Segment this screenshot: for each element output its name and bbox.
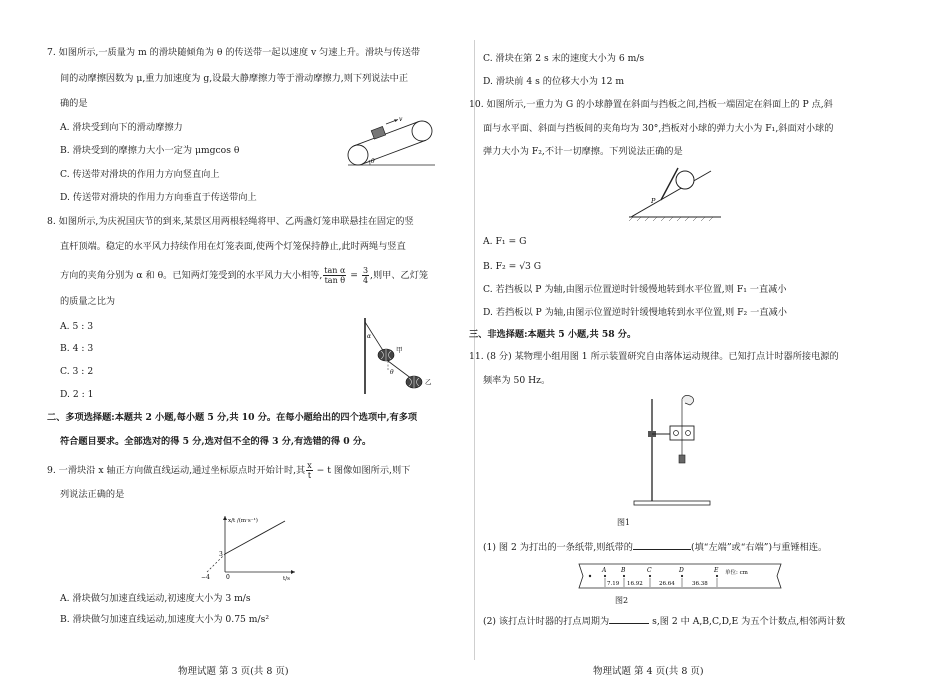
q10-stem-line-1: 10. 如图所示,一重力为 G 的小球静置在斜面与挡板之间,挡板一端固定在斜面上的 P 点,斜 [469, 99, 833, 110]
pulley-right [412, 121, 432, 141]
q10-option-b: B. F₂ = √3 G [483, 261, 542, 272]
graph-origin-label: 0 [226, 574, 230, 581]
q10-option-a: A. F₁ = G [483, 236, 527, 247]
q9-option-b: B. 滑块做匀加速直线运动,加速度大小为 0.75 m/s² [60, 614, 270, 625]
alpha-label: α [367, 333, 372, 340]
q7-option-c: C. 传送带对滑块的作用力方向竖直向上 [60, 169, 220, 180]
q11-sub2-answer-blank[interactable] [609, 614, 649, 624]
q8-stem-line-1: 8. 如图所示,为庆祝国庆节的到来,某景区用两根轻绳将甲、乙两盏灯笼串联悬挂在固定的竖 [47, 216, 414, 227]
q10-option-c: C. 若挡板以 P 为轴,由图示位置逆时针缓慢地转到水平位置,则 F₁ 一直减小 [483, 284, 787, 295]
q9-fraction [306, 461, 313, 480]
q8-frac2-den: 4 [362, 276, 369, 285]
tape-dist-bc: 16.92 [627, 581, 643, 587]
q11-sub2-pre: (2) 该打点计时器的打点周期为 [483, 616, 610, 627]
heavy-hammer [679, 455, 685, 463]
q7-option-a: A. 滑块受到向下的滑动摩擦力 [60, 122, 183, 133]
q11-sub2 [483, 614, 845, 628]
tape-dist-de: 36.38 [692, 581, 708, 587]
q10-incline-figure [623, 160, 723, 225]
q10-stem-line-3: 弹力大小为 F₂,不计一切摩擦。下列说法正确的是 [483, 146, 683, 157]
yi-label: 乙 [425, 378, 432, 386]
left-footer: 物理试题 第 3 页(共 8 页) [178, 666, 289, 677]
q8-option-c: C. 3 : 2 [60, 366, 94, 377]
apparatus-base [634, 501, 710, 505]
fig1-caption: 图1 [617, 518, 631, 527]
q9-frac-den: t [307, 471, 312, 480]
q9-line1-post: − t 图像如图所示,则下 [313, 465, 411, 476]
section3-heading: 三、非选择题:本题共 5 小题,共 58 分。 [469, 329, 637, 340]
q8-fraction-tan [323, 266, 346, 285]
q9-option-c: C. 滑块在第 2 s 末的速度大小为 6 m/s [483, 53, 645, 64]
q9-option-d: D. 滑块前 4 s 的位移大小为 12 m [483, 76, 625, 87]
q11-sub1 [483, 540, 827, 554]
q7-option-d: D. 传送带对滑块的作用力方向垂直于传送带向上 [60, 192, 257, 203]
velocity-label: v [399, 116, 403, 123]
q11-sub2-post: s,图 2 中 A,B,C,D,E 为五个计数点,相邻两计数 [649, 616, 846, 627]
q11-sub1-answer-blank[interactable] [633, 540, 691, 550]
tape-dist-cd: 26.64 [659, 581, 675, 587]
tape-dist-ab: 7.19 [607, 581, 620, 587]
q8-frac1-den: tan θ [324, 276, 346, 285]
q9-frac-num: x [307, 461, 312, 470]
ball [676, 171, 694, 189]
q11-apparatus-figure [630, 393, 720, 513]
q10-stem-line-2: 面与水平面、斜面与挡板间的夹角均为 30°,挡板对小球的弹力大小为 F₁,斜面对小球的 [483, 123, 834, 134]
graph-line [225, 521, 285, 554]
q7-conveyor-figure [340, 113, 440, 173]
tape-point-e: E [714, 567, 719, 574]
q8-fraction-ratio [362, 266, 369, 285]
q9-option-a: A. 滑块做匀加速直线运动,初速度大小为 3 m/s [60, 593, 251, 604]
incline-surface [631, 171, 711, 217]
angle-label: θ [371, 158, 375, 165]
graph-intercept-label: 3 [219, 551, 223, 558]
q11-stem-line-2: 频率为 50 Hz。 [483, 375, 551, 386]
tape-unit-label: 单位: cm [725, 570, 748, 576]
theta-label: θ [390, 369, 394, 376]
q8-stem-line-4: 的质量之比为 [60, 296, 116, 307]
pivot-p-label: P [651, 197, 656, 205]
tape-point-b: B [621, 567, 626, 574]
q8-option-d: D. 2 : 1 [60, 389, 94, 400]
jia-label: 甲 [396, 346, 403, 354]
q11-paper-tape-figure [575, 558, 785, 592]
q8-frac2-num: 3 [362, 266, 369, 275]
pulley-left [348, 145, 368, 165]
graph-xint-label: −4 [201, 574, 210, 581]
q8-line3-pre: 方向的夹角分别为 α 和 θ。已知两灯笼受到的水平风力大小相等, [60, 270, 323, 281]
q8-option-b: B. 4 : 3 [60, 343, 94, 354]
tape-point-a: A [602, 567, 607, 574]
q11-stem-line-1: 11. (8 分) 某物理小组用图 1 所示装置研究自由落体运动规律。已知打点计时器所接电源的 [469, 351, 839, 362]
q8-frac1-num: tan α [324, 266, 346, 275]
q8-lantern-figure [352, 316, 442, 396]
fig2-caption: 图2 [615, 596, 629, 605]
right-page [469, 0, 950, 688]
section2-heading-line-1: 二、多项选择题:本题共 2 小题,每小题 5 分,共 10 分。在每小题给出的四个选项中,有多项 [47, 412, 418, 423]
q9-graph-figure [195, 510, 305, 585]
q8-option-a: A. 5 : 3 [60, 321, 94, 332]
q8-equals: = [347, 270, 361, 281]
slider-block [371, 126, 385, 139]
q8-line3-post: ,则甲、乙灯笼 [370, 270, 429, 281]
section2-heading-line-2: 符合题目要求。全部选对的得 5 分,选对但不全的得 3 分,有选错的得 0 分。 [60, 436, 372, 447]
right-footer: 物理试题 第 4 页(共 8 页) [593, 666, 704, 677]
tape-point-c: C [647, 567, 652, 574]
q11-sub1-post: (填“左端”或“右端”)与重锤相连。 [690, 542, 828, 553]
lantern-jia [378, 349, 394, 361]
q9-stem-line-2: 列说法正确的是 [60, 489, 125, 500]
hand-icon [682, 395, 694, 405]
q10-option-d: D. 若挡板以 P 为轴,由图示位置逆时针缓慢地转到水平位置,则 F₂ 一直减小 [483, 307, 787, 318]
q7-stem-line-1: 7. 如图所示,一质量为 m 的滑块随倾角为 θ 的传送带一起以速度 v 匀速上升。滑块与传送带 [47, 47, 421, 58]
q8-stem-line-2: 直杆顶端。稳定的水平风力持续作用在灯笼表面,使两个灯笼保持静止,此时两绳与竖直 [60, 241, 406, 252]
ground-hatch [629, 217, 713, 221]
q7-stem-line-2: 间的动摩擦因数为 μ,重力加速度为 g,设最大静摩擦力等于滑动摩擦力,则下列说法中正 [60, 73, 409, 84]
q7-stem-line-3: 确的是 [60, 98, 88, 109]
lantern-yi [406, 376, 422, 388]
q11-sub1-pre: (1) 图 2 为打出的一条纸带,则纸带的 [483, 542, 633, 553]
graph-x-label: t/s [283, 576, 290, 582]
q9-line1-pre: 9. 一滑块沿 x 轴正方向做直线运动,通过坐标原点时开始计时,其 [47, 465, 306, 476]
q8-stem-line-3 [60, 266, 428, 285]
q9-stem-line-1 [47, 461, 410, 480]
q7-option-b: B. 滑块受到的摩擦力大小一定为 μmgcos θ [60, 145, 240, 156]
tape-point-d: D [679, 567, 684, 574]
graph-y-label: x/t /(m·s⁻¹) [228, 518, 258, 524]
